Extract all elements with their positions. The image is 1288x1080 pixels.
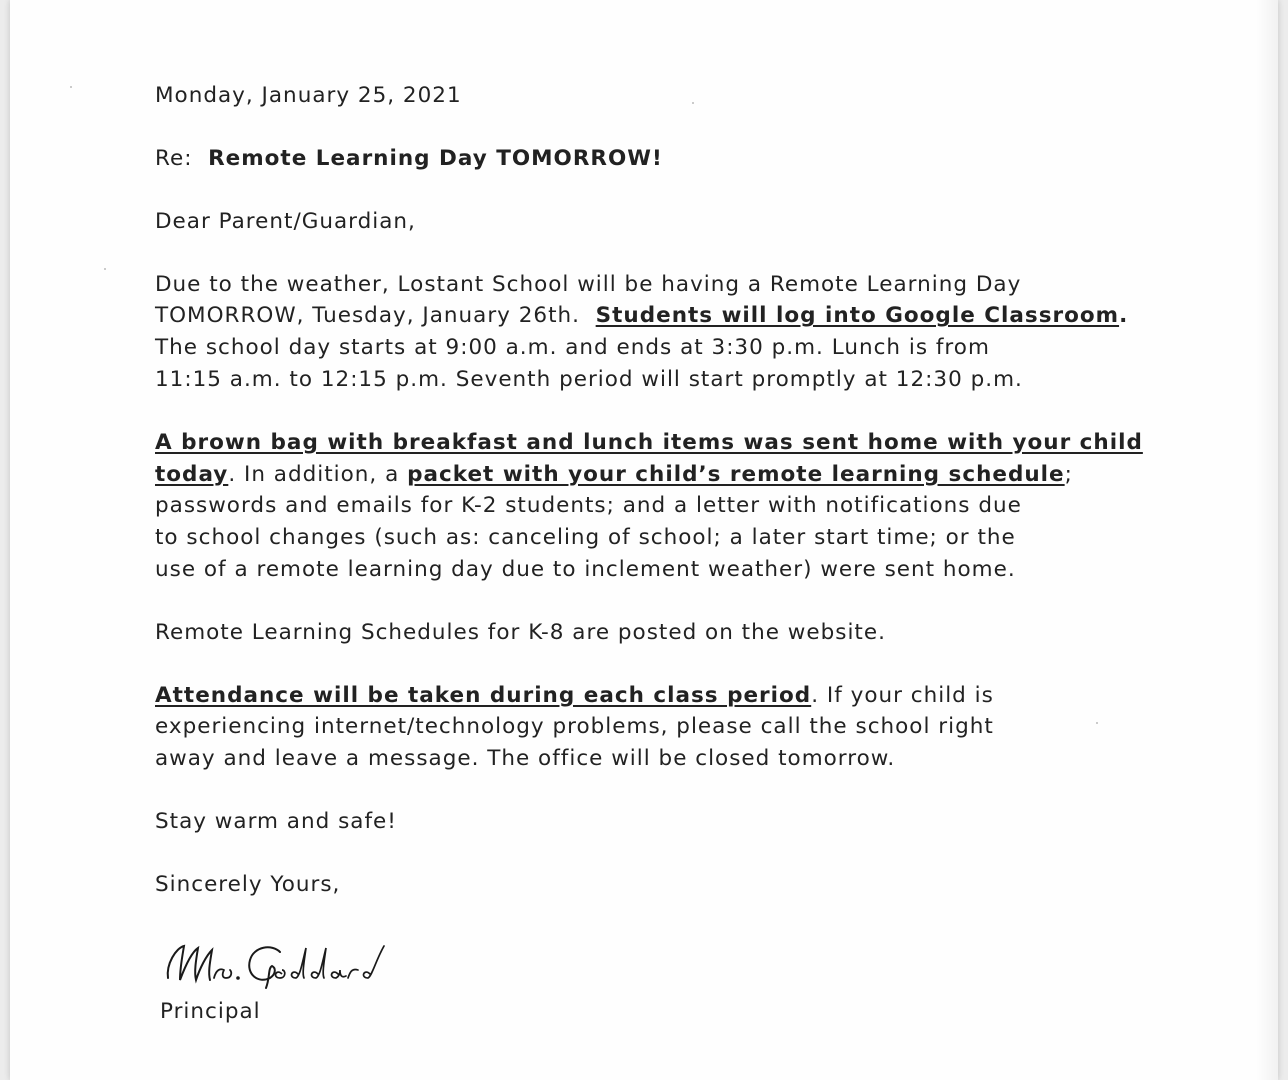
p2-line3: passwords and emails for K-2 students; and a letter with notifications due: [155, 493, 1022, 519]
paper-speck: [104, 268, 106, 270]
letter-body: [155, 80, 1155, 901]
spacer: [155, 396, 1155, 427]
page-edge-shadow: [1256, 0, 1278, 1080]
subject-line: [155, 143, 1155, 175]
p1-period: .: [1119, 303, 1129, 329]
p2-line5: use of a remote learning day due to inclement weather) were sent home.: [155, 556, 1016, 582]
spacer: [155, 238, 1155, 269]
subject-text: Remote Learning Day TOMORROW!: [208, 146, 663, 171]
today-emphasis: today: [155, 461, 229, 487]
paper-speck: [1096, 722, 1098, 724]
closing-wish: Stay warm and safe!: [155, 808, 397, 834]
p4-after: . If your child is: [811, 682, 994, 708]
p1-line4: 11:15 a.m. to 12:15 p.m. Seventh period will start promptly at 12:30 p.m.: [155, 366, 1023, 392]
closing-sincerely: Sincerely Yours,: [155, 871, 341, 897]
paragraph-attendance: [155, 680, 1155, 775]
p2-line4: to school changes (such as: canceling of school; a later start time; or the: [155, 525, 1016, 551]
p1-line1: Due to the weather, Lostant School will be having a Remote Learning Day: [155, 271, 1022, 297]
p1-line3: The school day starts at 9:00 a.m. and ends at 3:30 p.m. Lunch is from: [155, 335, 990, 361]
letter-page: [10, 0, 1278, 1080]
spacer: [155, 114, 1155, 143]
spacer: [155, 586, 1155, 617]
p4-line3: away and leave a message. The office will be closed tomorrow.: [155, 746, 896, 772]
salutation: Dear Parent/Guardian,: [155, 208, 416, 234]
google-classroom-emphasis: Students will log into Google Classroom: [595, 303, 1120, 329]
attendance-emphasis: Attendance will be taken during each class period: [155, 682, 812, 708]
paragraph-remote-day: [155, 269, 1155, 396]
spacer: [155, 175, 1155, 206]
letter-date: Monday, January 25, 2021: [155, 83, 462, 108]
re-prefix: Re:: [155, 146, 193, 171]
spacer: [155, 775, 1155, 806]
p4-line2: experiencing internet/technology problems, please call the school right: [155, 714, 994, 740]
p1-line2: TOMORROW, Tuesday, January 26th.: [155, 303, 580, 329]
paper-speck: [70, 86, 72, 88]
paper-speck: [692, 102, 694, 104]
spacer: [155, 838, 1155, 869]
spacer: [155, 649, 1155, 680]
paragraph-schedules: Remote Learning Schedules for K-8 are posted on the website.: [155, 619, 886, 645]
p2-mid: . In addition, a: [228, 461, 400, 487]
packet-emphasis: packet with your child’s remote learning schedule: [407, 461, 1065, 487]
paragraph-brown-bag: [155, 427, 1155, 586]
p2-after: ;: [1064, 461, 1073, 487]
handwritten-signature: [162, 938, 392, 994]
brown-bag-emphasis: A brown bag with breakfast and lunch items was sent home with your child: [155, 429, 1143, 455]
signer-title: Principal: [160, 999, 261, 1024]
